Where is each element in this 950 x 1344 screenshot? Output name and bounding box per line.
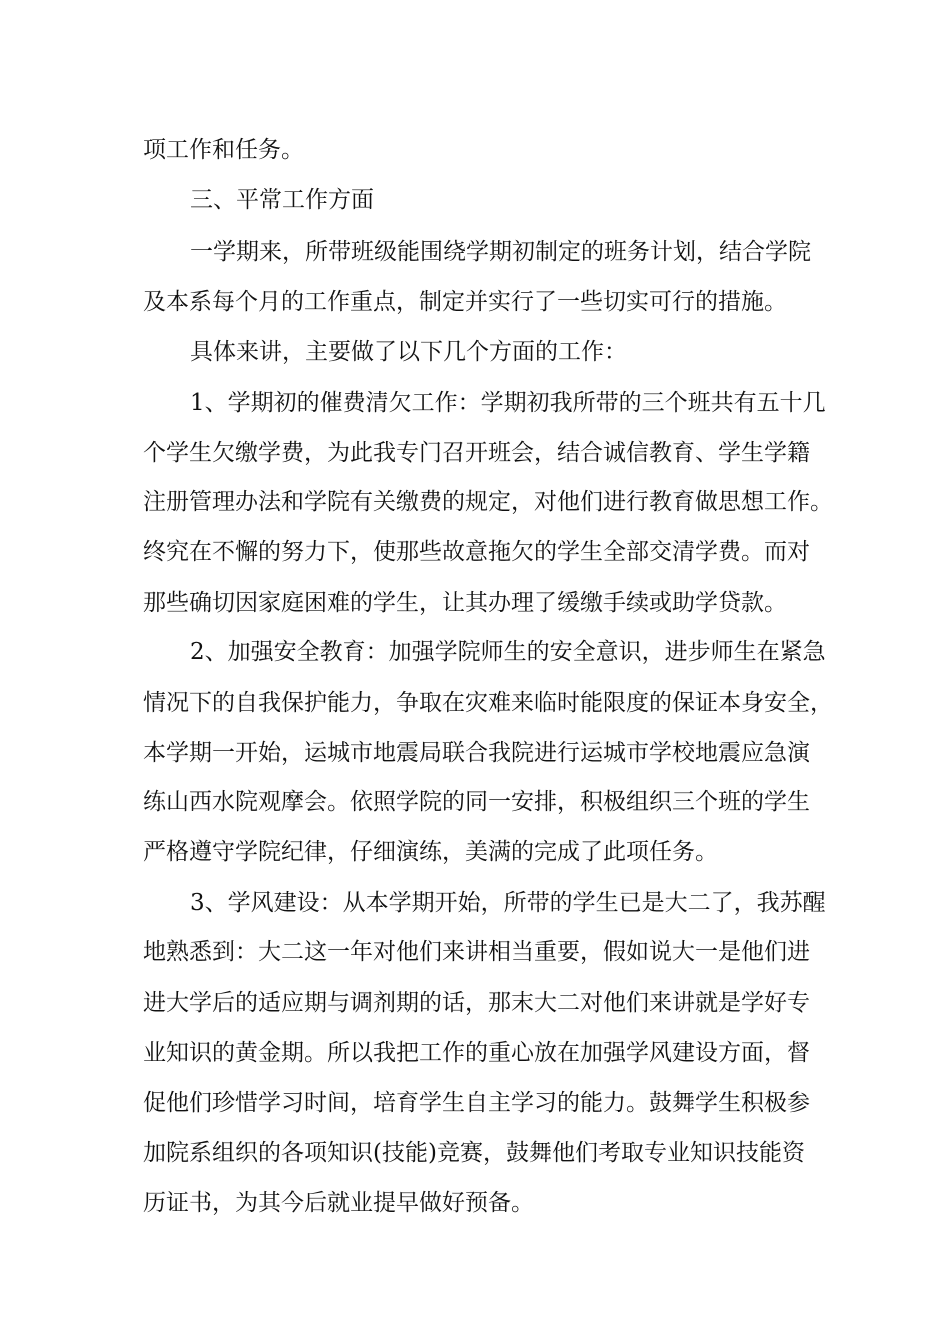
text-line: 项工作和任务。 (143, 137, 304, 163)
paragraph-first-line: 具体来讲，主要做了以下几个方面的工作： (190, 339, 627, 365)
text-line: 业知识的黄金期。所以我把工作的重心放在加强学风建设方面，督 (143, 1040, 810, 1066)
text-line: 本学期一开始，运城市地震局联合我院进行运城市学校地震应急演 (143, 740, 810, 766)
paragraph-first-line: 1、学期初的催费清欠工作：学期初我所带的三个班共有五十几 (190, 390, 826, 416)
text-line: 及本系每个月的工作重点，制定并实行了一些切实可行的措施。 (143, 289, 787, 315)
text-line: 加院系组织的各项知识(技能)竞赛，鼓舞他们考取专业知识技能资 (143, 1140, 805, 1166)
text-line: 个学生欠缴学费，为此我专门召开班会，结合诚信教育、学生学籍 (143, 440, 810, 466)
text-line: 练山西水院观摩会。依照学院的同一安排，积极组织三个班的学生 (143, 789, 810, 815)
text-line: 注册管理办法和学院有关缴费的规定，对他们进行教育做思想工作。 (143, 489, 833, 515)
paragraph-first-line: 3、学风建设：从本学期开始，所带的学生已是大二了，我苏醒 (190, 890, 826, 916)
text-line: 进大学后的适应期与调剂期的话，那末大二对他们来讲就是学好专 (143, 990, 810, 1016)
section-heading: 三、平常工作方面 (190, 187, 374, 213)
text-line: 情况下的自我保护能力，争取在灾难来临时能限度的保证本身安全， (143, 690, 833, 716)
paragraph-first-line: 一学期来，所带班级能围绕学期初制定的班务计划，结合学院 (190, 239, 811, 265)
text-line: 历证书，为其今后就业提早做好预备。 (143, 1190, 534, 1216)
paragraph-first-line: 2、加强安全教育：加强学院师生的安全意识，进步师生在紧急 (190, 639, 826, 665)
text-line: 严格遵守学院纪律，仔细演练，美满的完成了此项任务。 (143, 839, 718, 865)
text-line: 那些确切因家庭困难的学生，让其办理了缓缴手续或助学贷款。 (143, 590, 787, 616)
text-line: 终究在不懈的努力下，使那些故意拖欠的学生全部交清学费。而对 (143, 539, 810, 565)
text-line: 地熟悉到：大二这一年对他们来讲相当重要，假如说大一是他们进 (143, 939, 810, 965)
text-line: 促他们珍惜学习时间，培育学生自主学习的能力。鼓舞学生积极参 (143, 1090, 810, 1116)
